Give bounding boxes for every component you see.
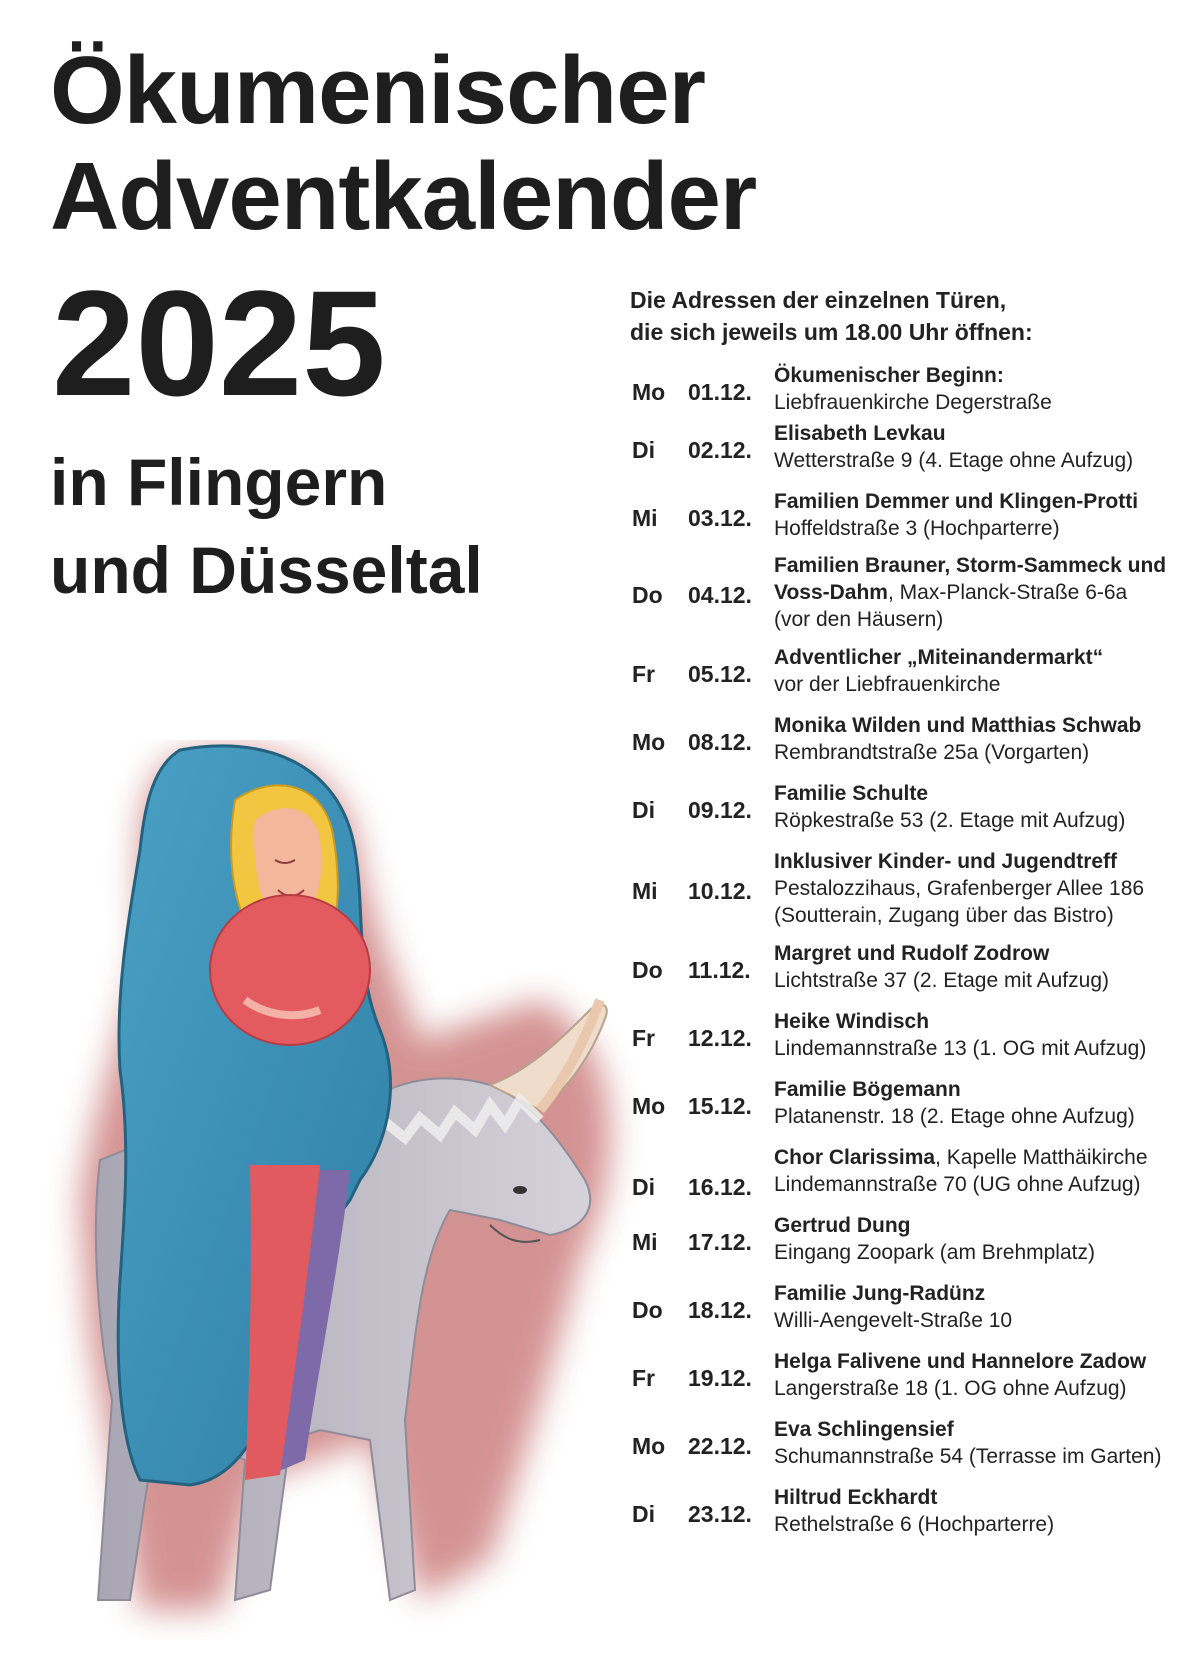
entry-host: Adventlicher „Miteinandermarkt“ [774, 646, 1104, 669]
entry-line-1 [774, 1076, 1194, 1103]
entry-address: Hoffeldstraße 3 (Hochparterre) [774, 517, 1060, 540]
entry-line-1 [774, 780, 1194, 807]
entry-line-1 [774, 940, 1194, 967]
entry-date: 08.12. [688, 729, 752, 755]
entry-line-1 [774, 420, 1194, 447]
entry-host: Familie Schulte [774, 782, 929, 805]
intro-line-2: die sich jeweils um 18.00 Uhr öffnen: [630, 319, 1033, 345]
entry-note: Lindemannstraße 70 (UG ohne Aufzug) [774, 1173, 1141, 1196]
entry-line-1 [774, 712, 1194, 739]
entry-line-1 [774, 552, 1194, 579]
entry-host-continued: Voss-Dahm [774, 581, 888, 604]
title-line-1: Ökumenischer [50, 37, 705, 144]
entry-line-1 [774, 488, 1194, 515]
entry-address: vor der Liebfrauenkirche [774, 673, 1001, 696]
entry-address: Rethelstraße 6 (Hochparterre) [774, 1513, 1055, 1536]
entry-weekday: Do [632, 957, 663, 983]
entry-details [774, 488, 1194, 542]
entry-date: 03.12. [688, 505, 752, 531]
page-title [50, 38, 756, 250]
entry-line-1 [774, 1008, 1194, 1035]
place-line-1: in Flingern [50, 445, 388, 519]
entry-date: 18.12. [688, 1297, 752, 1323]
entry-date: 23.12. [688, 1501, 752, 1527]
entry-host: Heike Windisch [774, 1010, 930, 1033]
entry-weekday: Fr [632, 1365, 655, 1391]
entry-details [774, 1416, 1194, 1470]
entry-date: 16.12. [688, 1174, 752, 1200]
entry-host: Ökumenischer Beginn: [774, 364, 1004, 387]
entry-host: Margret und Rudolf Zodrow [774, 942, 1050, 965]
entry-host: Familie Bögemann [774, 1078, 961, 1101]
schedule-intro [630, 284, 1033, 348]
entry-details [774, 940, 1194, 994]
entry-weekday: Di [632, 1501, 655, 1527]
entry-date: 22.12. [688, 1433, 752, 1459]
entry-note: (Soutterain, Zugang über das Bistro) [774, 904, 1114, 927]
entry-date: 15.12. [688, 1093, 752, 1119]
entry-weekday: Di [632, 1174, 655, 1200]
entry-details [774, 1008, 1194, 1062]
entry-date: 17.12. [688, 1229, 752, 1255]
mary-on-donkey-illustration [20, 740, 660, 1640]
entry-host: Monika Wilden und Matthias Schwab [774, 714, 1142, 737]
entry-date: 01.12. [688, 379, 752, 405]
entry-date: 19.12. [688, 1365, 752, 1391]
entry-address: Wetterstraße 9 (4. Etage ohne Aufzug) [774, 449, 1134, 472]
entry-host: Gertrud Dung [774, 1214, 911, 1237]
entry-line-1 [774, 1212, 1194, 1239]
entry-details [774, 420, 1194, 474]
entry-line-1 [774, 848, 1194, 875]
entry-host: Familie Jung-Radünz [774, 1282, 986, 1305]
entry-line-1 [774, 1348, 1194, 1375]
entry-address: Willi-Aengevelt-Straße 10 [774, 1309, 1013, 1332]
entry-weekday: Fr [632, 661, 655, 687]
entry-host: Hiltrud Eckhardt [774, 1486, 938, 1509]
entry-address: Röpkestraße 53 (2. Etage mit Aufzug) [774, 809, 1126, 832]
entry-details [774, 848, 1194, 929]
entry-weekday: Do [632, 1297, 663, 1323]
place-line-2: und Düsseltal [50, 533, 483, 607]
entry-address: Rembrandtstraße 25a (Vorgarten) [774, 741, 1090, 764]
entry-line-1 [774, 644, 1194, 671]
entry-date: 11.12. [688, 957, 751, 983]
title-year: 2025 [52, 259, 386, 427]
entry-address: Liebfrauenkirche Degerstraße [774, 391, 1052, 414]
entry-host: Familien Brauner, Storm-Sammeck und [774, 554, 1167, 577]
entry-details [774, 712, 1194, 766]
entry-address: Lindemannstraße 13 (1. OG mit Aufzug) [774, 1037, 1147, 1060]
title-place [50, 438, 483, 614]
entry-details [774, 1212, 1194, 1266]
entry-details [774, 552, 1194, 633]
entry-weekday: Mo [632, 729, 666, 755]
entry-address: Langerstraße 18 (1. OG ohne Aufzug) [774, 1377, 1127, 1400]
entry-host: Elisabeth Levkau [774, 422, 946, 445]
entry-date: 04.12. [688, 582, 752, 608]
entry-details [774, 1144, 1194, 1198]
entry-weekday: Di [632, 437, 655, 463]
entry-weekday: Mo [632, 1433, 666, 1459]
entry-weekday: Mi [632, 1229, 658, 1255]
entry-details [774, 1076, 1194, 1130]
entry-details [774, 362, 1194, 416]
entry-line-1 [774, 362, 1194, 389]
entry-address: Platanenstr. 18 (2. Etage ohne Aufzug) [774, 1105, 1135, 1128]
entry-host: Chor Clarissima [774, 1146, 936, 1169]
entry-line-1 [774, 1484, 1194, 1511]
entry-details [774, 1484, 1194, 1538]
entry-address: Pestalozzihaus, Grafenberger Allee 186 [774, 877, 1145, 900]
entry-address: Eingang Zoopark (am Brehmplatz) [774, 1241, 1095, 1264]
entry-weekday: Mi [632, 878, 658, 904]
title-line-2: Adventkalender [50, 143, 757, 250]
entry-details [774, 644, 1194, 698]
entry-line-2 [774, 579, 1194, 606]
entry-address: , Max-Planck-Straße 6-6a [887, 581, 1128, 604]
entry-date: 10.12. [688, 878, 752, 904]
entry-weekday: Mi [632, 505, 658, 531]
entry-address: , Kapelle Matthäikirche [935, 1146, 1148, 1169]
entry-weekday: Di [632, 797, 655, 823]
entry-host: Eva Schlingensief [774, 1418, 954, 1441]
entry-host: Helga Falivene und Hannelore Zadow [774, 1350, 1147, 1373]
entry-address: Lichtstraße 37 (2. Etage mit Aufzug) [774, 969, 1109, 992]
entry-date: 05.12. [688, 661, 752, 687]
entry-line-1 [774, 1144, 1194, 1171]
entry-note: (vor den Häusern) [774, 608, 944, 631]
entry-details [774, 780, 1194, 834]
entry-date: 09.12. [688, 797, 752, 823]
entry-weekday: Mo [632, 379, 666, 405]
entry-address: Schumannstraße 54 (Terrasse im Garten) [774, 1445, 1162, 1468]
entry-weekday: Mo [632, 1093, 666, 1119]
entry-date: 02.12. [688, 437, 752, 463]
entry-host: Inklusiver Kinder- und Jugendtreff [774, 850, 1118, 873]
entry-details [774, 1348, 1194, 1402]
entry-host: Familien Demmer und Klingen-Protti [774, 490, 1139, 513]
entry-weekday: Do [632, 582, 663, 608]
entry-weekday: Fr [632, 1025, 655, 1051]
entry-details [774, 1280, 1194, 1334]
intro-line-1: Die Adressen der einzelnen Türen, [630, 287, 1007, 313]
entry-date: 12.12. [688, 1025, 752, 1051]
entry-line-1 [774, 1416, 1194, 1443]
entry-line-1 [774, 1280, 1194, 1307]
